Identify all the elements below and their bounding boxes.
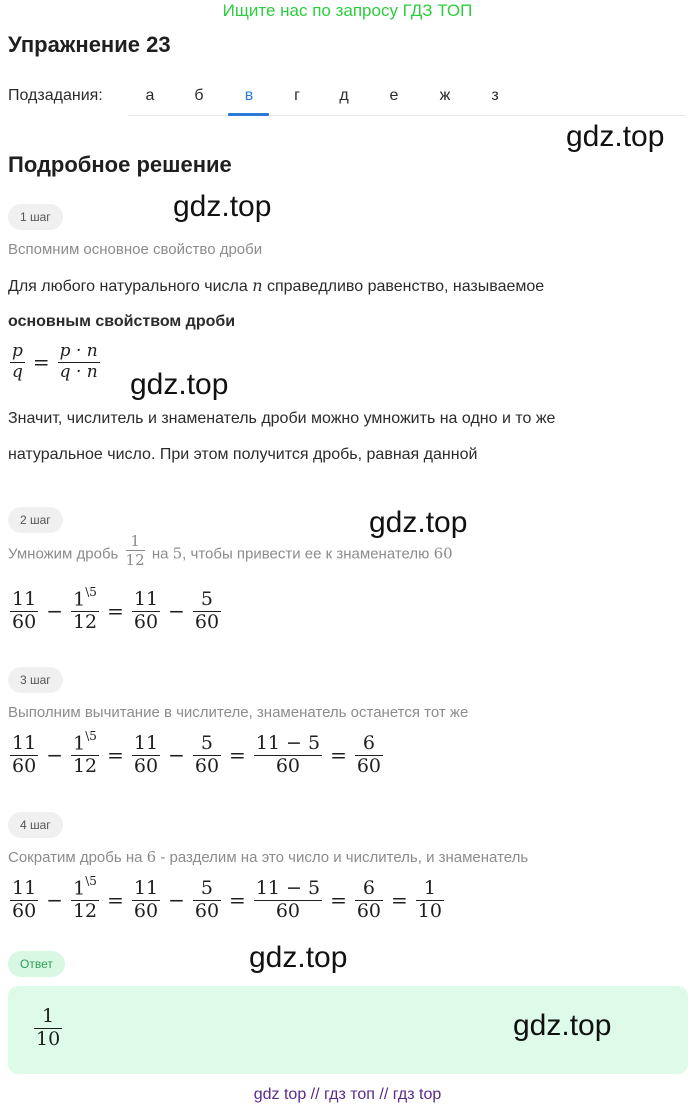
fraction	[58, 342, 100, 382]
fraction	[355, 878, 383, 923]
fraction	[132, 589, 160, 634]
subtask-tab-e[interactable]: е	[389, 87, 399, 104]
equals-sign: =	[229, 743, 246, 767]
hint-number: 5	[172, 544, 183, 563]
fraction	[254, 878, 322, 923]
denominator: 12	[72, 900, 98, 923]
numerator: $1^{\backslash 5}$	[73, 585, 97, 611]
active-tab-indicator	[228, 113, 269, 116]
numerator: 6	[362, 876, 375, 899]
step-4-hint	[8, 848, 528, 866]
fraction	[10, 589, 38, 634]
fraction	[355, 733, 383, 778]
minus-sign: −	[46, 743, 63, 767]
equals-sign: =	[330, 888, 347, 912]
denominator: 60	[12, 899, 37, 922]
hint-fraction	[126, 532, 145, 569]
hint-number: 60	[433, 544, 453, 563]
fraction	[71, 729, 99, 778]
subtask-tab-v[interactable]: в	[244, 87, 254, 104]
step-4-equation	[8, 874, 446, 923]
numerator: p · n	[59, 341, 98, 361]
footer-separator: //	[379, 1086, 389, 1103]
fraction	[416, 878, 444, 923]
step-1-text-b: справедливо равенство, называемое	[266, 278, 545, 295]
numerator: p	[12, 341, 23, 361]
watermark: gdz.top	[566, 120, 665, 153]
denominator: 10	[36, 1027, 61, 1050]
numerator: 6	[362, 731, 375, 754]
step-1-text	[8, 276, 544, 296]
numerator: $1^{\backslash 5}$	[73, 729, 97, 755]
step-4-badge: 4 шаг	[8, 812, 63, 838]
numerator: 5	[200, 876, 213, 899]
footer-links	[0, 1086, 695, 1104]
fraction	[132, 733, 160, 778]
fraction	[254, 733, 322, 778]
denominator: 60	[133, 754, 159, 777]
step-2-badge: 2 шаг	[8, 507, 63, 533]
denominator: 12	[72, 611, 98, 634]
numerator: 11	[12, 731, 37, 754]
equals-sign: =	[330, 743, 347, 767]
denominator: 60	[194, 610, 220, 633]
numerator: 11	[12, 587, 37, 610]
numerator: 5	[200, 731, 213, 754]
footer-link-gdz-top-mixed[interactable]: гдз top	[392, 1086, 442, 1103]
numerator: 11	[133, 876, 159, 899]
minus-sign: −	[46, 599, 63, 623]
page-title: Упражнение 23	[8, 32, 171, 57]
variable-n: n	[252, 276, 263, 295]
denominator: 60	[275, 899, 301, 922]
step-1-explanation-line-1: Значит, числитель и знаменатель дроби можно умножить на одно и то же	[8, 410, 556, 427]
fraction	[10, 342, 25, 382]
hint-text: на	[151, 545, 169, 563]
step-1-emphasis: основным свойством дроби	[8, 313, 236, 330]
watermark: gdz.top	[173, 190, 272, 223]
minus-sign: −	[168, 888, 185, 912]
equals-sign: =	[107, 599, 124, 623]
subtasks-label: Подзадания:	[8, 87, 103, 104]
multiplier-superscript: \5	[85, 585, 97, 599]
subtask-tab-a[interactable]: а	[145, 87, 155, 104]
minus-sign: −	[168, 743, 185, 767]
denominator: 12	[125, 551, 145, 569]
subtask-tab-g[interactable]: г	[294, 87, 300, 104]
subtask-tab-b[interactable]: б	[194, 87, 204, 104]
hint-number: 6	[146, 848, 157, 866]
multiplier-superscript: \5	[85, 729, 97, 743]
footer-link-gdz-top-ru[interactable]: гдз топ	[324, 1086, 375, 1103]
numerator: 1	[423, 876, 436, 899]
step-1-badge: 1 шаг	[8, 204, 63, 230]
numerator: 11	[12, 876, 37, 899]
solution-heading: Подробное решение	[8, 152, 232, 177]
equals-sign: =	[107, 743, 124, 767]
step-3-equation	[8, 729, 385, 778]
denominator: 10	[417, 899, 442, 922]
denominator: 60	[12, 754, 37, 777]
step-3-badge: 3 шаг	[8, 667, 63, 693]
step-1-hint: Вспомним основное свойство дроби	[8, 241, 263, 258]
fraction	[10, 878, 38, 923]
step-3-hint: Выполним вычитание в числителе, знаменатель останется тот же	[8, 704, 469, 721]
fraction	[132, 878, 160, 923]
subtask-tab-z[interactable]: з	[491, 87, 499, 104]
footer-separator: //	[310, 1086, 320, 1103]
step-2-equation	[8, 585, 223, 634]
subtask-tab-d[interactable]: д	[339, 87, 349, 104]
fraction	[71, 585, 99, 634]
denominator: q	[12, 361, 23, 382]
fraction	[193, 589, 221, 634]
subtasks-divider	[128, 115, 686, 116]
step-2-hint	[8, 532, 453, 573]
hint-text: Сократим дробь на	[8, 849, 143, 866]
denominator: 60	[275, 754, 301, 777]
denominator: 60	[194, 754, 220, 777]
step-1-explanation-line-2: натуральное число. При этом получится дробь, равная данной	[8, 446, 478, 463]
numerator: 11 − 5	[255, 876, 321, 899]
denominator: 60	[356, 899, 382, 922]
hint-text: - разделим на это число и числитель, и знаменатель	[160, 849, 529, 866]
fraction	[10, 733, 38, 778]
denominator: q · n	[59, 361, 98, 382]
denominator: 60	[133, 610, 159, 633]
fraction-property-formula	[8, 342, 102, 382]
numerator: 11 − 5	[255, 731, 321, 754]
denominator: 60	[194, 899, 220, 922]
fraction	[193, 733, 221, 778]
watermark: gdz.top	[369, 506, 468, 539]
footer-link-gdz-top[interactable]: gdz top	[253, 1086, 307, 1103]
hint-text: , чтобы привести ее к знаменателю	[182, 545, 430, 563]
watermark: gdz.top	[513, 1009, 612, 1042]
promo-banner[interactable]: Ищите нас по запросу ГДЗ ТОП	[222, 1, 473, 20]
hint-text: Умножим дробь	[8, 545, 119, 563]
numerator: 11	[133, 587, 159, 610]
numerator: 1	[130, 532, 140, 550]
equals-sign: =	[391, 888, 408, 912]
fraction	[193, 878, 221, 923]
answer-badge: Ответ	[8, 951, 65, 977]
numerator: 1	[42, 1005, 55, 1027]
denominator: 60	[356, 754, 382, 777]
minus-sign: −	[46, 888, 63, 912]
denominator: 60	[133, 899, 159, 922]
answer-fraction	[32, 1006, 64, 1051]
fraction	[71, 874, 99, 923]
denominator: 12	[72, 755, 98, 778]
minus-sign: −	[168, 599, 185, 623]
equals-sign: =	[107, 888, 124, 912]
step-1-text-a: Для любого натурального числа	[8, 278, 248, 295]
multiplier-superscript: \5	[85, 874, 97, 888]
denominator: 60	[12, 610, 37, 633]
numerator: $1^{\backslash 5}$	[73, 874, 97, 900]
equals-sign: =	[229, 888, 246, 912]
subtask-tab-zh[interactable]: ж	[439, 87, 451, 104]
watermark: gdz.top	[130, 368, 229, 401]
numerator: 11	[133, 731, 159, 754]
numerator: 5	[200, 587, 213, 610]
equals-sign: =	[32, 350, 50, 375]
fraction	[34, 1006, 62, 1051]
watermark: gdz.top	[249, 941, 348, 974]
